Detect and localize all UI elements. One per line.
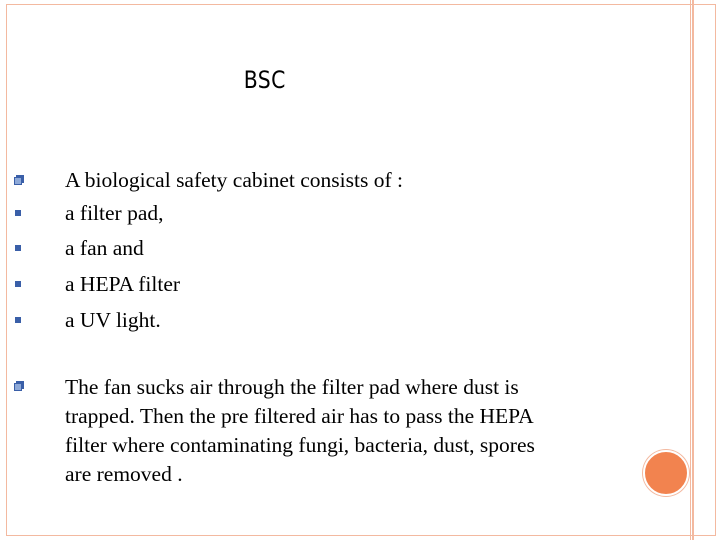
q-bullet-icon [14, 381, 24, 391]
q-bullet-icon [14, 175, 24, 185]
accent-line-inner [690, 0, 691, 540]
paragraph-line: are removed . [65, 462, 183, 486]
paragraph-line: The fan sucks air through the filter pad where dust is [65, 375, 519, 399]
square-bullet-icon [15, 317, 21, 323]
slide-title [0, 66, 530, 94]
paragraph-line: filter where contaminating fungi, bacteria, dust, spores [65, 433, 535, 457]
intro-text: A biological safety cabinet consists of : [65, 168, 403, 192]
square-bullet-icon [15, 210, 21, 216]
accent-line [692, 0, 694, 540]
component-text: a fan and [65, 236, 144, 260]
slide-title-text: BSC [243, 66, 287, 94]
paragraph-line: trapped. Then the pre filtered air has to pass the HEPA [65, 404, 534, 428]
square-bullet-icon [15, 245, 21, 251]
component-text: a filter pad, [65, 201, 164, 225]
component-text: a UV light. [65, 308, 161, 332]
component-text: a HEPA filter [65, 272, 181, 296]
paragraph-text [65, 373, 625, 489]
square-bullet-icon [15, 281, 21, 287]
decorative-dot [643, 450, 689, 496]
